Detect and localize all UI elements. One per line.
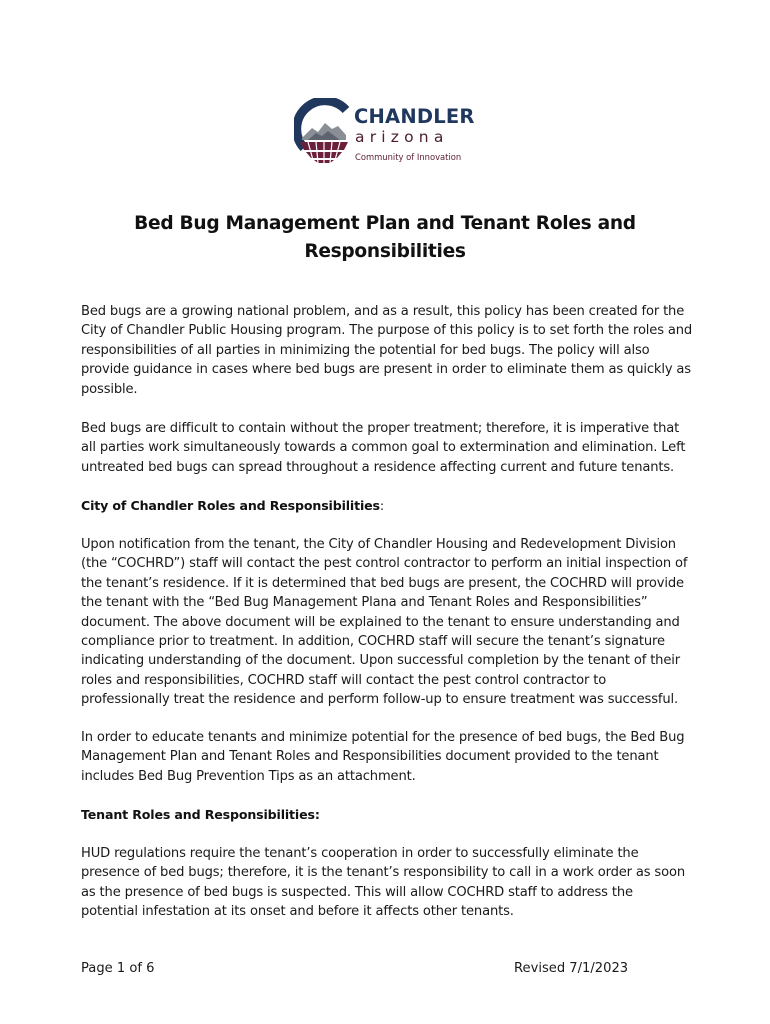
city-heading-colon: : [379,498,384,513]
document-title: Bed Bug Management Plan and Tenant Roles and Responsibilities [134,213,636,262]
chandler-logo [294,98,484,164]
chandler-emblem-icon [294,98,354,164]
revision-date: Revised 7/1/2023 [514,961,629,976]
page-number: Page 1 of 6 [81,961,155,976]
logo-state-text: arizona [355,128,449,146]
logo-brand-text: CHANDLER [354,105,475,128]
city-heading-text: City of Chandler Roles and Responsibilities [81,498,380,513]
city-section-heading [81,496,384,515]
intro-paragraph-1: Bed bugs are a growing national problem, and as a result, this policy has been created for the City of Chandler Public Housing program. The purpose of this policy is to set forth the roles and responsibilities of all parties in minimizing the potential for bed bugs. The policy will also provide guidance in cases where bed bugs are present in order to eliminate them as quickly as possible. [81,304,693,397]
tenant-section-heading: Tenant Roles and Responsibilities: [81,807,320,822]
intro-paragraph-2: Bed bugs are difficult to contain without the proper treatment; therefore, it is imperative that all parties work simultaneously towards a common goal to extermination and elimination. Left untreated bed bugs can spread throughout a residence affecting current and future tenants. [81,421,686,475]
city-paragraph-1: Upon notification from the tenant, the City of Chandler Housing and Redevelopment Division (the “COCHRD”) staff will contact the pest control contractor to perform an initial inspection of the tenant’s residence. If it is determined that bed bugs are present, the COCHRD will provide the tenant with the “Bed Bug Management Plana and Tenant Roles and Responsibilities” document. The above document will be explained to the tenant to ensure understanding and compliance prior to treatment. In addition, COCHRD staff will secure the tenant’s signature indicating understanding of the document. Upon successful completion by the tenant of their roles and responsibilities, COCHRD staff will contact the pest control contractor to professionally treat the residence and perform follow-up to ensure treatment was successful. [81,537,688,708]
tenant-paragraph-1: HUD regulations require the tenant’s cooperation in order to successfully eliminate the presence of bed bugs; therefore, it is the tenant’s responsibility to call in a work order as soon as the presence of bed bugs is suspected. This will allow COCHRD staff to address the potential infestation at its onset and before it affects other tenants. [81,846,685,920]
city-paragraph-2: In order to educate tenants and minimize potential for the presence of bed bugs, the Bed Bug Management Plan and Tenant Roles and Responsibilities document provided to the tenant includes Bed Bug Prevention Tips as an attachment. [81,730,685,784]
logo-tagline: Community of Innovation [355,152,462,162]
